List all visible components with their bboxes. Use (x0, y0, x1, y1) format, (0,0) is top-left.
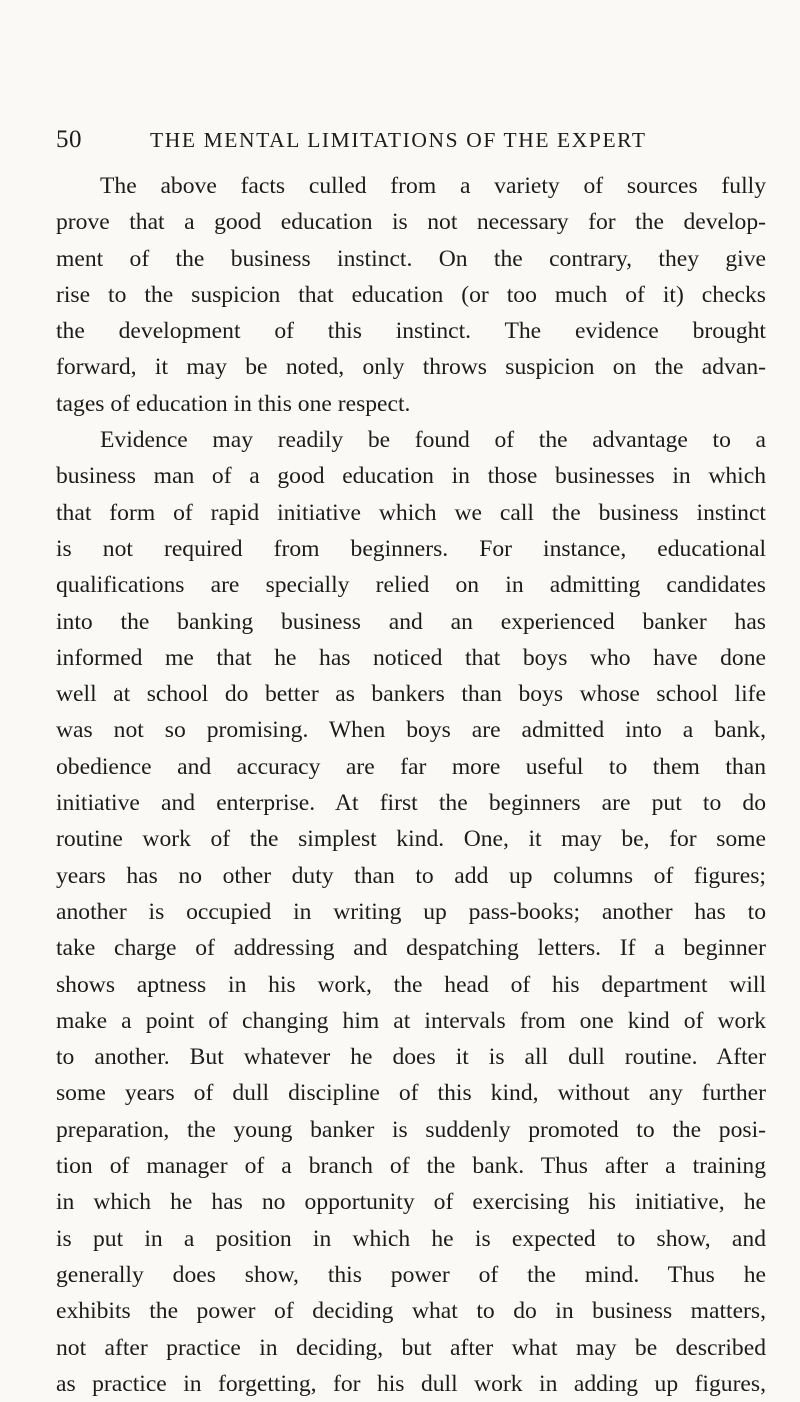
text-line: qualifications are specially relied on in admitting candidates (56, 572, 766, 599)
text-line: preparation, the young banker is suddenly promoted to the posi- (56, 1116, 766, 1143)
text-line: that form of rapid initiative which we call the business instinct (56, 499, 766, 526)
text-line: is put in a position in which he is expected to show, and (56, 1225, 766, 1252)
text-line: Evidence may readily be found of the advantage to a (100, 427, 766, 454)
text-line: is not required from beginners. For instance, educational (56, 535, 766, 562)
text-line: initiative and enterprise. At first the beginners are put to do (56, 790, 766, 817)
text-line: the development of this instinct. The evidence brought (56, 318, 766, 345)
text-line: routine work of the simplest kind. One, it may be, for some (56, 826, 766, 853)
text-line: take charge of addressing and despatching letters. If a beginner (56, 935, 766, 962)
text-line: generally does show, this power of the mind. Thus he (56, 1261, 766, 1288)
text-line: as practice in forgetting, for his dull work in adding up figures, (56, 1370, 766, 1397)
text-line: informed me that he has noticed that boys who have done (56, 644, 766, 671)
text-line: tion of manager of a branch of the bank. Thus after a training (56, 1153, 766, 1180)
text-line: shows aptness in his work, the head of his department will (56, 971, 766, 998)
text-line: exhibits the power of deciding what to do in business matters, (56, 1298, 766, 1325)
text-line: in which he has no opportunity of exercising his initiative, he (56, 1189, 766, 1216)
text-line: was not so promising. When boys are admitted into a bank, (56, 717, 766, 744)
body-text (56, 168, 766, 1402)
text-line: into the banking business and an experienced banker has (56, 608, 766, 635)
text-line: tages of education in this one respect. (56, 390, 411, 417)
text-line: prove that a good education is not necessary for the develop- (56, 209, 766, 236)
text-line: rise to the suspicion that education (or too much of it) checks (56, 281, 766, 308)
page-header (56, 126, 768, 166)
text-line: some years of dull discipline of this kind, without any further (56, 1080, 766, 1107)
text-line: another is occupied in writing up pass-books; another has to (56, 898, 766, 925)
text-line: make a point of changing him at intervals from one kind of work (56, 1007, 766, 1034)
text-line: The above facts culled from a variety of sources fully (100, 173, 766, 199)
text-line: years has no other duty than to add up columns of figures; (56, 862, 766, 889)
text-line: obedience and accuracy are far more useful to them than (56, 753, 766, 780)
text-line: not after practice in deciding, but after what may be described (56, 1334, 766, 1361)
text-line: business man of a good education in those businesses in which (56, 463, 766, 490)
text-line: forward, it may be noted, only throws suspicion on the advan- (56, 354, 766, 381)
text-line: to another. But whatever he does it is all dull routine. After (56, 1044, 766, 1071)
page-number: 50 (56, 126, 82, 153)
running-title: THE MENTAL LIMITATIONS OF THE EXPERT (150, 128, 647, 152)
text-line: ment of the business instinct. On the contrary, they give (56, 245, 766, 272)
text-line: well at school do better as bankers than boys whose school life (56, 681, 766, 708)
